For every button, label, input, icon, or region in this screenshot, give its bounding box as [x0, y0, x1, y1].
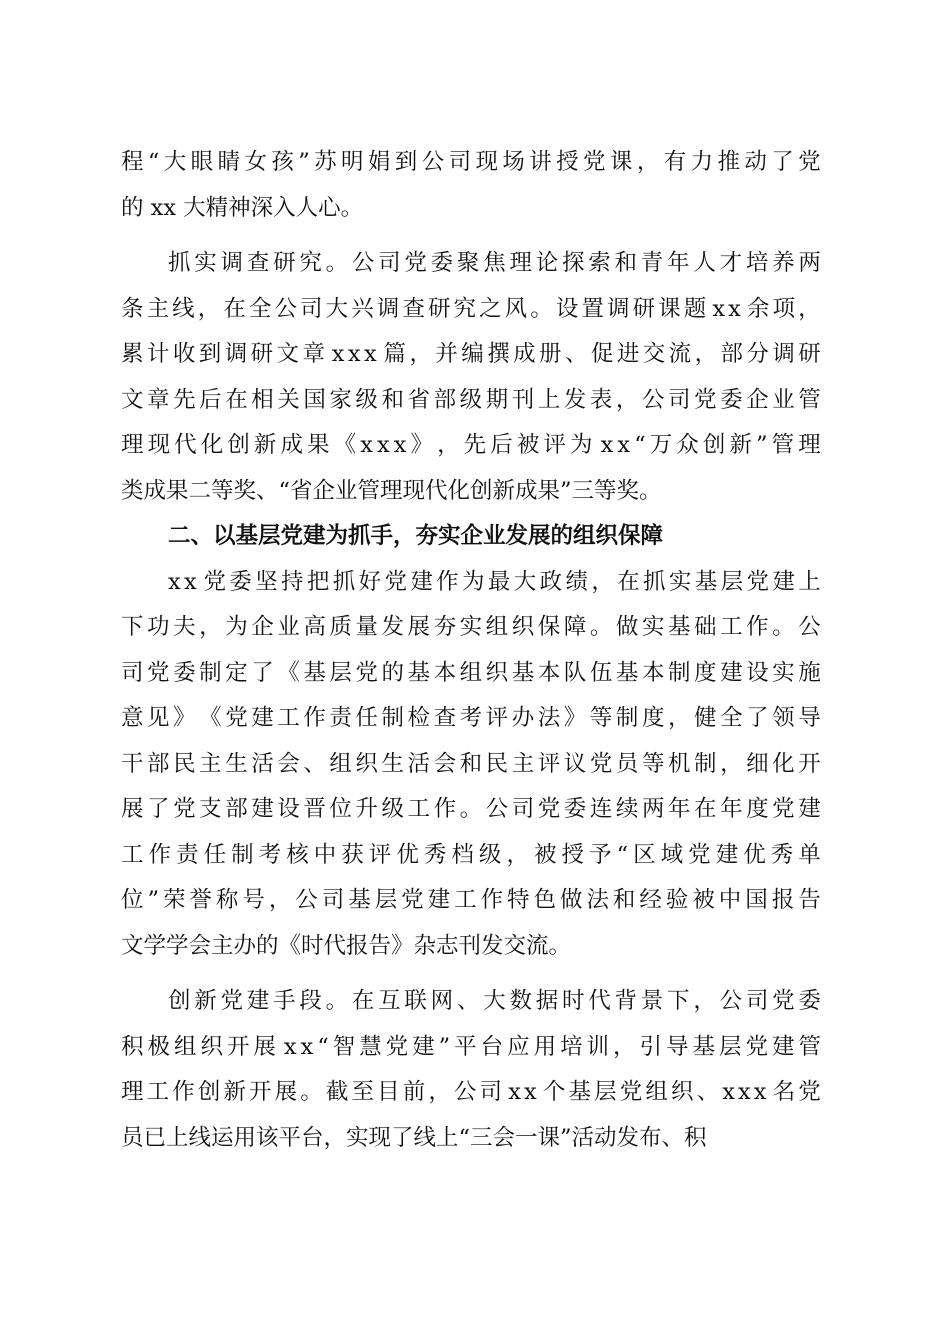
paragraph-line: 条 主 线 ， 在 全 公 司 大 兴 调 查 研 究 之 风 。 设 置 调 研 课 题 x x 余 项 ， [121, 295, 821, 322]
paragraph-line: 工 作 责 任 制 考 核 中 获 评 优 秀 档 级 ， 被 授 予 “ 区 域 党 建 优 秀 单 [121, 841, 821, 868]
paragraph-line: 司 党 委 制 定 了 《 基 层 党 的 基 本 组 织 基 本 队 伍 基 本 制 度 建 设 实 施 [121, 659, 821, 686]
paragraph-line: 理 工 作 创 新 开 展 。 截 至 目 前 ， 公 司 x x 个 基 层 党 组 织 、 x x x 名 党 [121, 1079, 821, 1105]
paragraph-line: 累 计 收 到 调 研 文 章 x x x 篇 ， 并 编 撰 成 册 、 促 进 交 流 ， 部 分 调 研 [121, 341, 821, 367]
paragraph-line: 理 现 代 化 创 新 成 果 《 x x x 》 ， 先 后 被 评 为 x x “ 万 众 创 新 ” 管 理 [121, 432, 821, 458]
paragraph-line: 的 xx 大精神深入人心。 [121, 194, 364, 221]
paragraph-line: 创 新 党 建 手 段 。 在 互 联 网 、 大 数 据 时 代 背 景 下 ， 公 司 党 委 [168, 988, 821, 1014]
paragraph-line: 程 “ 大 眼 睛 女 孩 ” 苏 明 娟 到 公 司 现 场 讲 授 党 课 ， 有 力 推 动 了 党 [121, 149, 821, 175]
paragraph-line: 员已上线运用该平台，实现了线上“三会一课”活动发布、积 [121, 1124, 707, 1151]
paragraph-line: 文学学会主办的《时代报告》杂志刊发交流。 [121, 932, 572, 959]
paragraph [121, 979, 821, 1161]
section-heading: 二、以基层党建为抓手，夯实企业发展的组织保障 [168, 523, 664, 549]
paragraph-line: 意 见 》 《 党 建 工 作 责 任 制 检 查 考 评 办 法 》 等 制 度 ， 健 全 了 领 导 [121, 705, 821, 731]
paragraph-line: 积 极 组 织 开 展 x x “ 智 慧 党 建 ” 平 台 应 用 培 训 ， 引 导 基 层 党 建 管 [121, 1033, 821, 1060]
paragraph [121, 560, 821, 970]
paragraph-line: 类成果二等奖、“省企业管理现代化创新成果”三等奖。 [121, 477, 662, 504]
paragraph-line: 抓 实 调 查 研 究 。 公 司 党 委 聚 焦 理 论 探 索 和 青 年 人 才 培 养 两 [168, 250, 821, 276]
paragraph-line: 位 ” 荣 誉 称 号 ， 公 司 基 层 党 建 工 作 特 色 做 法 和 经 验 被 中 国 报 告 [121, 887, 821, 913]
paragraph [121, 241, 821, 514]
paragraph-line: 下 功 夫 ， 为 企 业 高 质 量 发 展 夯 实 组 织 保 障 。 做 实 基 础 工 作 。 公 [121, 614, 821, 640]
paragraph-line: 文 章 先 后 在 相 关 国 家 级 和 省 部 级 期 刊 上 发 表 ， 公 司 党 委 企 业 管 [121, 386, 821, 413]
paragraph [121, 140, 821, 231]
paragraph-line: x x 党 委 坚 持 把 抓 好 党 建 作 为 最 大 政 绩 ， 在 抓 实 基 层 党 建 上 [168, 568, 821, 595]
document-body [121, 140, 821, 1161]
paragraph-line: 展 了 党 支 部 建 设 晋 位 升 级 工 作 。 公 司 党 委 连 续 两 年 在 年 度 党 建 [121, 796, 821, 822]
paragraph-line: 干 部 民 主 生 活 会 、 组 织 生 活 会 和 民 主 评 议 党 员 等 机 制 ， 细 化 开 [121, 750, 821, 777]
